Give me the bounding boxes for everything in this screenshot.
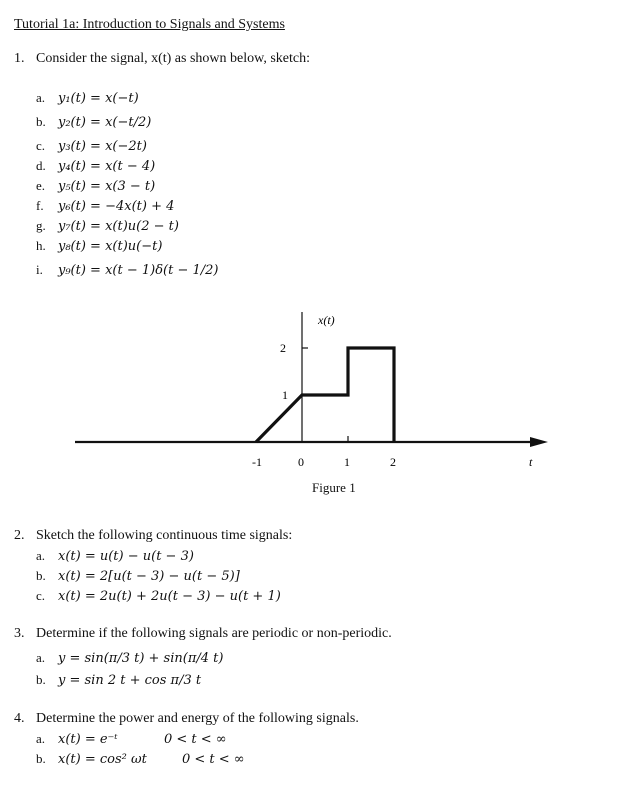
q1-item (36, 178, 155, 194)
item-expr: y₅(t) = x(3 − t) (58, 179, 156, 194)
item-expr: x(t) = 2u(t) + 2u(t − 3) − u(t + 1) (58, 589, 281, 604)
item-label: b. (36, 568, 46, 583)
q2-item (36, 548, 194, 564)
q1-item (36, 138, 147, 154)
item-label: c. (36, 138, 46, 153)
q4-text: Determine the power and energy of the following signals. (36, 711, 359, 726)
t-axis-arrow (530, 437, 548, 447)
item-expr: x(t) = u(t) − u(t − 3) (58, 549, 194, 564)
q3-item (36, 650, 223, 666)
page-title: Tutorial 1a: Introduction to Signals and Systems (14, 17, 285, 32)
q2-text: Sketch the following continuous time signals: (36, 528, 293, 543)
item-expr: y = sin 2 t + cos π/3 t (58, 673, 202, 688)
item-expr: y₄(t) = x(t − 4) (58, 159, 156, 174)
item-label: f. (36, 198, 44, 213)
q4-item (36, 751, 147, 767)
q4-item (36, 731, 118, 747)
item-label: g. (36, 218, 46, 233)
item-range: 0 < t < ∞ (182, 752, 245, 767)
q1-item (36, 262, 218, 278)
item-label: b. (36, 114, 46, 129)
item-expr: y₉(t) = x(t − 1)δ(t − 1/2) (58, 263, 219, 278)
q3-item (36, 672, 201, 688)
q1-item (36, 90, 139, 106)
item-label: b. (36, 751, 46, 766)
item-label: c. (36, 588, 46, 603)
q1-item (36, 198, 174, 214)
y-tick-label: 2 (280, 341, 286, 355)
item-label: d. (36, 158, 46, 173)
item-label: b. (36, 672, 46, 687)
q4-item-range (182, 751, 245, 767)
q1-text: Consider the signal, x(t) as shown below, sketch: (36, 51, 310, 66)
x-tick-label: 1 (344, 455, 350, 469)
item-expr: x(t) = cos² ωt (58, 752, 147, 767)
item-label: a. (36, 90, 46, 105)
item-expr: y₈(t) = x(t)u(−t) (58, 239, 163, 254)
figure-1-plot (0, 300, 619, 500)
item-expr: y₁(t) = x(−t) (58, 91, 139, 106)
q1-item (36, 158, 155, 174)
y-tick-label: 1 (282, 388, 288, 402)
item-label: e. (36, 178, 46, 193)
q1-number: 1. (14, 51, 25, 66)
q4-item-range (164, 731, 227, 747)
item-label: i. (36, 262, 43, 277)
x-tick-label: 2 (390, 455, 396, 469)
item-expr: y₆(t) = −4x(t) + 4 (58, 199, 175, 214)
figure-caption: Figure 1 (312, 480, 356, 495)
item-expr: y₂(t) = x(−t/2) (58, 115, 152, 130)
q1-item (36, 218, 179, 234)
q2-item (36, 588, 281, 604)
signal-x-t (256, 348, 394, 442)
x-tick-label: 0 (298, 455, 304, 469)
item-label: a. (36, 548, 46, 563)
item-expr: x(t) = 2[u(t − 3) − u(t − 5)] (58, 569, 240, 584)
q2-number: 2. (14, 528, 25, 543)
signal-label: x(t) (318, 313, 335, 327)
item-expr: y₇(t) = x(t)u(2 − t) (58, 219, 179, 234)
q1-item (36, 114, 151, 130)
item-expr: x(t) = e⁻ᵗ (58, 732, 118, 747)
item-label: a. (36, 650, 46, 665)
q3-number: 3. (14, 626, 25, 641)
q1-item (36, 238, 162, 254)
item-expr: y₃(t) = x(−2t) (58, 139, 147, 154)
item-label: h. (36, 238, 46, 253)
item-expr: y = sin(π/3 t) + sin(π/4 t) (58, 651, 224, 666)
q4-number: 4. (14, 711, 25, 726)
q3-text: Determine if the following signals are periodic or non-periodic. (36, 626, 392, 641)
x-tick-label: -1 (252, 455, 262, 469)
t-label: t (529, 455, 533, 469)
q2-item (36, 568, 240, 584)
item-label: a. (36, 731, 46, 746)
item-range: 0 < t < ∞ (164, 732, 227, 747)
